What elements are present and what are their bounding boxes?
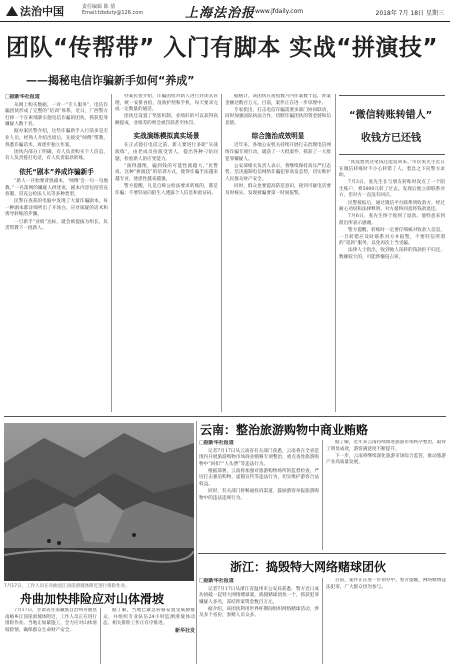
paragraph: 据了解，近年来云南持续推进旅游市场秩序整治，取得了明显成效，游客满意度不断提升。 xyxy=(326,440,446,452)
paragraph: 同时，群众也要提高防范意识，接到可疑电话要及时核实，发现被骗要第一时间报警。 xyxy=(225,184,331,196)
paragraph: 7月3日，张先生在与朋友转账时误点了一个陌生账户，将5000元转了过去。发现后他立即联系对方，但对方一直没有回应。 xyxy=(339,180,445,199)
paragraph: 一旦新手“业绩”达标，就会被提拔为组长，负责带教下一批新人。 xyxy=(5,219,108,232)
zhejiang-headline: 浙江：捣毁特大网络赌球团伙 xyxy=(230,560,387,574)
paragraph: 民警接报后，通过微信平台联系到收款方，经过耐心劝说和法律释明，对方最终同意将钱款退还。 xyxy=(339,200,445,213)
photo-caption: 7月17日，工作人员在舟曲县江顶崖滑坡体附近进行排险作业。 xyxy=(4,584,130,589)
paragraph: 法律人士指出，收到他人误转的钱款拒不归还，数额较大的，可能涉嫌侵占罪。 xyxy=(339,248,445,260)
masthead xyxy=(0,0,450,22)
side-article-title xyxy=(339,95,445,155)
paper-site: www.jfdaily.com xyxy=(255,8,304,15)
yunnan-headline: 云南：整治旅游购物中商业贿赂 xyxy=(200,423,369,437)
section-name: 法治中国 xyxy=(20,5,64,18)
zhejiang-col-1 xyxy=(199,578,319,664)
paper-name: 上海法治报 xyxy=(185,6,256,21)
section-heading: 实战演练模拟真实场景 xyxy=(133,132,200,141)
side-title-line-1: “微信转账转错人” xyxy=(349,110,433,121)
main-article-col-3 xyxy=(225,94,331,412)
zhouqu-col-2 xyxy=(103,608,195,664)
paragraph: 目前，案件正在进一步侦办中。警方提醒，网络赌博违法犯罪，广大群众切勿参与。 xyxy=(326,578,446,590)
masthead-contact xyxy=(82,4,143,16)
main-subhead: ——揭秘电信诈骗新手如何“养成” xyxy=(26,74,195,87)
column-rule xyxy=(196,421,197,664)
email-line: Email:fzbduty@126.com xyxy=(82,10,144,16)
paragraph: 记者7月17日从云南省有关部门获悉，云南将在全省范围内开展旅游购物市场商业贿赂专项整治，重点查处旅游购物中“回扣”“人头费”等违法行为。 xyxy=(199,448,319,467)
paragraph: 据了解，当地已紧急转移安置受威胁群众，并组织专业队伍24小时监测滑坡体动态，相关排险工作正有序推进。 xyxy=(103,608,195,627)
side-article-body xyxy=(339,160,445,412)
paragraph: 团伙还设置了奖惩机制，业绩好的可以获得高额提成，业绩差的则会被罚款甚至体罚。 xyxy=(115,114,218,126)
triangle-logo-icon xyxy=(6,6,18,16)
zhejiang-col-2 xyxy=(326,578,446,664)
column-rule xyxy=(100,608,101,664)
paragraph: 在正式拨打电话之前，新人要进行多轮“实战演练”，由老成员扮演受害人，提出各种刁钻问题，检验新人的应变能力。 xyxy=(115,143,218,162)
yunnan-col-1 xyxy=(199,440,319,550)
column-rule xyxy=(221,94,222,412)
column-rule xyxy=(322,440,323,550)
landslide-photo-image xyxy=(4,423,194,581)
paragraph: 据办案民警介绍，这些诈骗新手入行前多是无业人员，经熟人介绍出境后，先接受“师傅”带教，熟悉诈骗话术，再逐步独立作案。 xyxy=(5,129,108,148)
paragraph: “新人一开始要背熟剧本，‘师傅’会一句一句地教。”一名落网的嫌疑人供述说，剧本内容包括冒充客服、冒充公检法人员等多种类型。 xyxy=(5,178,108,198)
paragraph: “演得越像，骗到钱的可能性就越大。”民警说，这种“拼演技”的培训方式，使得诈骗手法越来越专业，迷惑性越来越强。 xyxy=(115,163,218,182)
section-logo xyxy=(6,3,64,19)
news-photo xyxy=(4,423,194,581)
zhouqu-byline: 新华社发 xyxy=(174,628,195,635)
section-divider xyxy=(198,553,446,554)
paragraph: 团伙内部分工明确，有人负责购买个人信息，有人负责拨打电话，有人负责取款转账。 xyxy=(5,149,108,162)
column-rule xyxy=(322,578,323,664)
zhouqu-headline: 舟曲加快排险应对山体滑坡 xyxy=(20,592,165,606)
paragraph: 据统计，该团伙在短短数月内作案数十起，涉案金额达数百万元。目前，案件正在进一步审理中。 xyxy=(225,94,331,106)
column-rule xyxy=(335,94,336,412)
paragraph: 从网上购买数据、一对一“专人服务”，电信诈骗团伙形成了完整的“培训”体系。近日，广西警方打掉一个在柬埔寨实施电信诈骗的团伙，抓获犯罪嫌疑人数十名。 xyxy=(5,102,108,128)
paragraph: 警方提醒，凡是自称公检法要求转账的，都是诈骗；不要轻易向陌生人透露个人信息和验证码。 xyxy=(115,184,218,196)
section-heading: 依托“剧本”养成诈骗新手 xyxy=(19,167,94,176)
paragraph: 公安部相关负责人表示，将继续保持高压严打态势，坚决遏制电信网络诈骗犯罪高发态势，切实维护人民群众财产安全。 xyxy=(225,163,331,182)
paragraph: 办案民警介绍，诈骗团伙对新人进行封闭式管理，统一安排食宿，没收护照和手机，每天要求完成一定数量的通话。 xyxy=(115,94,218,113)
section-divider xyxy=(4,416,446,417)
yunnan-byline: □据新华社报道 xyxy=(199,440,234,446)
yunnan-col-2 xyxy=(326,440,446,550)
section-heading: 综合施治成效明显 xyxy=(251,132,305,141)
column-rule xyxy=(111,94,112,412)
main-article-col-2 xyxy=(115,94,218,412)
main-article-col-1 xyxy=(5,94,108,412)
paragraph: 7月17日，甘肃省甘南藏族自治州舟曲县南峪乡江顶崖滑坡体附近，工作人员正在进行排险作业。当地正加紧施工，全力应对山体滑坡险情，确保群众生命财产安全。 xyxy=(5,608,97,633)
editor-line: 责任编辑 陈 倩 xyxy=(82,4,116,10)
main-byline: □据新华社报道 xyxy=(5,94,40,100)
paragraph: 警方提醒，转账时一定要仔细核对收款人信息，一旦转错应及时联系对方并报警，不要轻信所谓的“追款”服务，以免再次上当受骗。 xyxy=(339,227,445,247)
paragraph: 同时，有关部门将畅通投诉渠道，鼓励游客举报旅游购物中的违法违规行为。 xyxy=(199,489,319,501)
zhouqu-col-1 xyxy=(5,608,97,664)
paragraph: 根据部署，云南将加强对旅游购物场所的监督检查，严厉打击强迫购物、虚假宣传等违法行为，切实维护游客合法权益。 xyxy=(199,468,319,488)
paragraph: 7月6日，张先生终于收到了退款。他特意来到派出所表示感谢。 xyxy=(339,214,445,226)
paragraph: 据介绍，该团伙利用世界杯期间组织网络赌球活动，涉及多个省份，参赌人员众多。 xyxy=(199,606,319,619)
paragraph: 下一步，云南将继续深化旅游市场综合监管，推动旅游产业高质量发展。 xyxy=(326,453,446,466)
paragraph: “真没想到这笔钱还能追回来。”市民张先生近日在微信转账时不小心转错了人，着急之下向警方求助。 xyxy=(339,160,445,179)
paragraph: 民警在查获的电脑中发现了大量诈骗剧本，每一种剧本都详细列出了开场白、应对质疑的话术和诱导转账的步骤。 xyxy=(5,199,108,218)
side-title-line-2: 收钱方已还钱 xyxy=(361,133,421,144)
paragraph: 专家指出，打击电信诈骗需要多部门协同联动，同时加强国际执法合作，切断诈骗团伙的资金链和信息链。 xyxy=(225,107,331,126)
issue-date: 2018年 7月 18日 星期三 xyxy=(375,10,444,17)
paragraph: 记者7月17日从浙江省温州市公安局获悉，警方近日成功侦破一起特大网络赌球案，捣毁赌球团伙一个，抓获犯罪嫌疑人多名，冻结涉案资金数百万元。 xyxy=(199,586,319,605)
main-headline: 团队“传帮带” 入门有脚本 实战“拼演技” xyxy=(6,35,438,61)
paragraph: 近年来，各地公安机关持续开展打击治理电信网络诈骗专项行动，破获了一大批案件，抓获了一大批犯罪嫌疑人。 xyxy=(225,143,331,162)
zhejiang-byline: □据新华社报道 xyxy=(199,578,234,584)
